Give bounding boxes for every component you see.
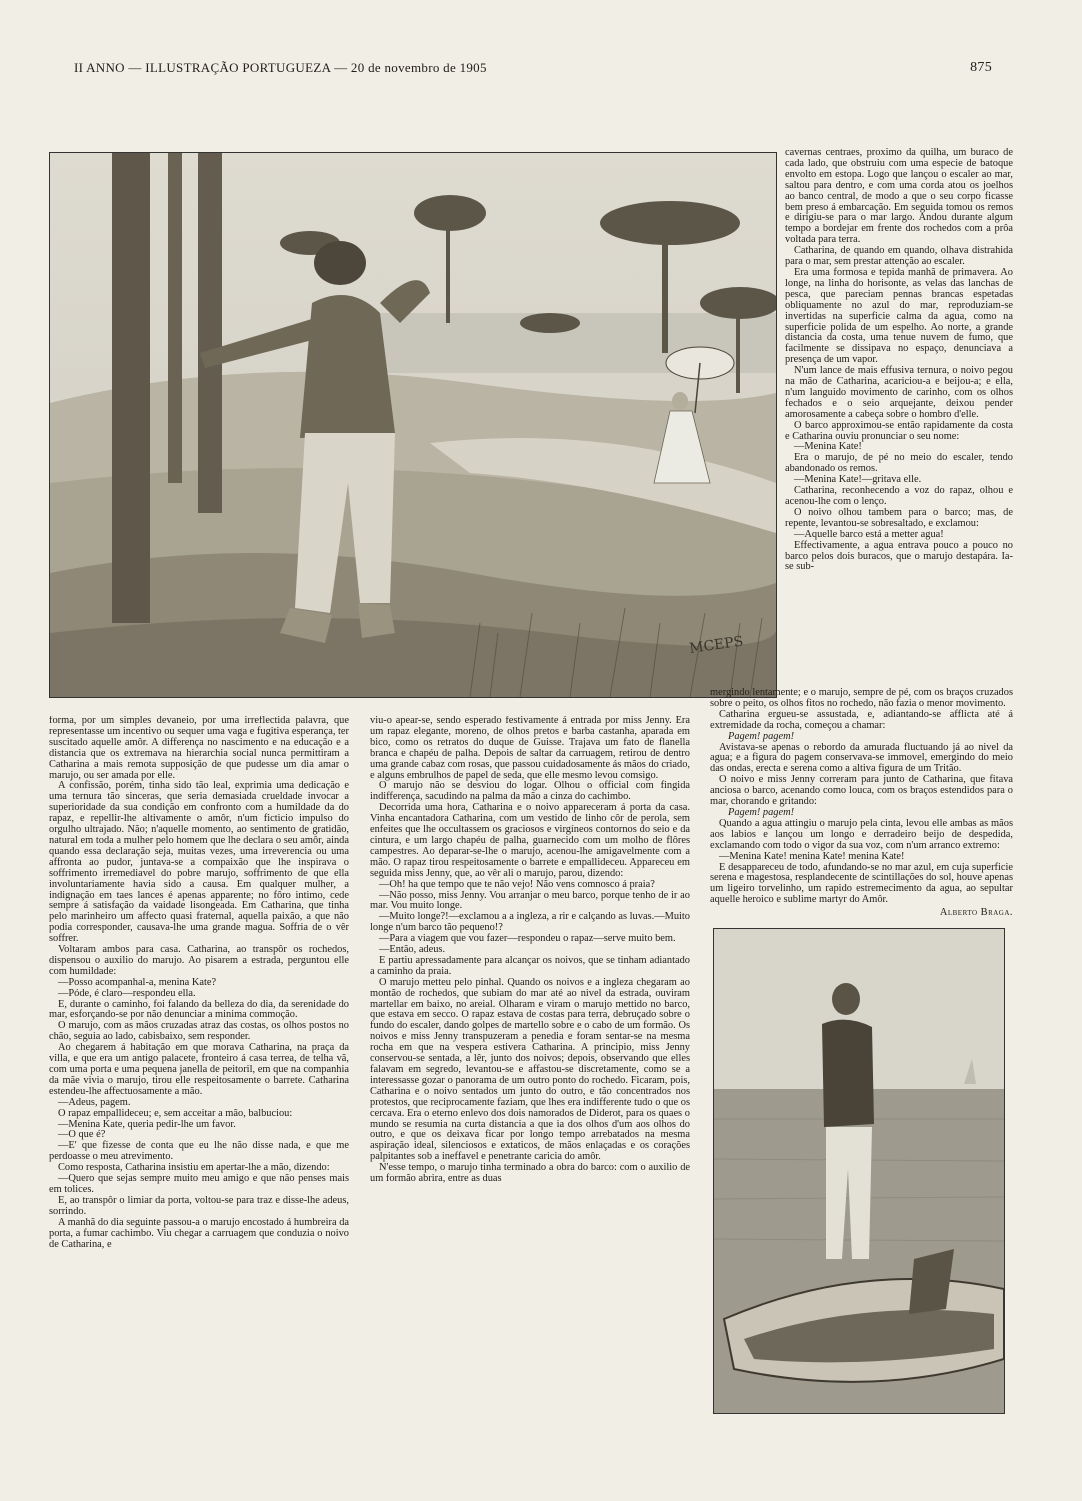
paragraph: O marujo não se desviou do logar. Olhou o official com fingida indifferença, sacudindo na palma da mão a cinza do cachimbo.	[370, 780, 690, 803]
paragraph: O barco approximou-se então rapidamente da costa e Catharina ouviu pronunciar o seu nome:	[785, 419, 1013, 442]
paragraph: Catharina, reconhecendo a voz do rapaz, olhou e acenou-lhe com o lenço.	[785, 485, 1013, 507]
paragraph: A confissão, porém, tinha sido tão leal, exprimia uma dedicação e uma ternura tão sinceras, que seria demasiada crueldade invocar a superioridade da sua condição em confronto com a humildade da do rapaz, e repellir-lhe altivamente o amôr, n'um ficticio impulso do orgulho ultrajado. Não; n'aquelle momento, ao sentimento de gratidão, natural em toda a mulher pelo homem que lhe declara o seu amôr, ainda quando essa declaração seja, muitas vezes, uma irreverencia ou uma affronta ao pudor, juntava-se a compaixão que lhe inspirava o soffrimento irremediavel do pobre marujo, soffrimento de que ella involuntariamente havia sido a causa. Em qualquer mulher, a indignação em taes lances é apenas apparente; no fôro intimo, cede sempre á satisfação da vaidade lisongeada. Em Catharina, que tinha pelo marinheiro um affecto quasi fraternal, aquella paixão, a que não podia corresponder, causava-lhe uma grande magua. Soffria de o vêr soffrer.	[49, 780, 349, 945]
paragraph: Como resposta, Catharina insistiu em apertar-lhe a mão, dizendo:	[58, 1162, 330, 1174]
sailor-and-lady-engraving	[50, 153, 776, 697]
dialogue-line: —Menina Kate!—gritava elle.	[794, 474, 922, 486]
paragraph: N'esse tempo, o marujo tinha terminado a obra do barco: com o auxilio de um formão abrira, entre as duas	[370, 1162, 690, 1185]
dialogue-line: —Adeus, pagem.	[58, 1096, 131, 1108]
dialogue-line: —Então, adeus.	[379, 944, 446, 956]
dialogue-line: —Muito longe?!—exclamou a a ingleza, a rir e calçando as luvas.—Muito longe n'um barco tão pequeno!?	[370, 911, 690, 934]
paragraph: O marujo, com as mãos cruzadas atraz das costas, os olhos postos no chão, seguia ao lado, cabisbaixo, sem responder.	[49, 1020, 349, 1043]
paragraph: forma, por um simples devaneio, por uma irreflectida palavra, que representasse um incentivo ou sequer uma vaga e fugitiva esperança, ter suscitado aquelle amôr. A differença no nascimento e na educação e a distancia que os extremava na hierarchia social nunca permittiram a Catharina a mais remota supposição de que pudesse um dia amar o marujo, ou ser amada por elle.	[49, 716, 349, 781]
paragraph: viu-o apear-se, sendo esperado festivamente á entrada por miss Jenny. Era um rapaz elegante, moreno, de olhos pretos e barba castanha, aparada em bico, como os retratos do duque de Guisse. Trajava um fato de flanella branca e chapéu de palha. Depois de saltar da carruagem, retirou de dentro uma grande cabaz com rosas, que passou cuidadosamente ás mãos do criado, e alguns embrulhos de papel de seda, que elle mesmo levou comsigo.	[370, 716, 690, 781]
paragraph: O noivo olhou tambem para o barco; mas, de repente, levantou-se sobresaltado, e exclamou:	[785, 506, 1013, 529]
article-column-right-top	[785, 148, 1013, 688]
page-header	[74, 60, 992, 82]
paragraph: Catharina, de quando em quando, olhava distrahida para o mar, sem prestar attenção ao escaler.	[785, 245, 1013, 268]
sailor-in-boat-engraving	[714, 929, 1004, 1413]
exclamation-line: Pagem! pagem!	[728, 730, 795, 742]
paragraph: E desappareceu de todo, afundando-se no mar azul, em cuja superficie serena e magestosa, resplandecente de scintillações do sol, houve apenas um ligeiro torvelinho, um rapido estremecimento da agua, ao sepultar aquelle heroico e sublime martyr do Amôr.	[710, 861, 1013, 906]
article-column-right-bottom	[710, 688, 1013, 926]
dialogue-line: —Póde, é claro—respondeu ella.	[58, 987, 196, 999]
dialogue-line: —Menina Kate! menina Kate! menina Kate!	[719, 850, 905, 862]
paragraph: Avistava-se apenas o rebordo da amurada fluctuando já ao nivel da agua; e a figura do pagem conservava-se immovel, emergindo do meio das ondas, erecta e serena como a altiva figura de um Tritão.	[710, 741, 1013, 775]
dialogue-line: —Quero que sejas sempre muito meu amigo e que não penses mais em tolices.	[49, 1173, 349, 1195]
dialogue-line: —Menina Kate!	[794, 441, 862, 453]
paragraph: Effectivamente, a agua entrava pouco a pouco no barco pelos dois buracos, que o marujo destapára. Ia-se sub-	[785, 539, 1013, 573]
dialogue-line: —Posso acompanhal-a, menina Kate?	[58, 976, 217, 988]
dialogue-line: —Para a viagem que vou fazer—respondeu o rapaz—serve muito bem.	[379, 933, 676, 945]
page-number: 875	[970, 60, 992, 75]
paragraph: Ao chegarem á habitação em que morava Catharina, na praça da villa, e que era um antigo palacete, fronteiro á casa terrea, de telha vã, com uma porta e uma pequena janella de peitoril, em que na companhia da mãe vivia o marujo, tirou elle respeitosamente o barrete. Catharina estendeu-lhe affectuosamente a mão.	[49, 1042, 349, 1097]
article-column-left	[49, 716, 349, 1400]
paragraph: E, durante o caminho, foi falando da belleza do dia, da serenidade do mar, esforçando-se por não denunciar a minima commoção.	[49, 998, 349, 1021]
dialogue-line: —Não posso, miss Jenny. Vou arranjar o meu barco, porque tenho de ir ao mar. Vou muito longe.	[370, 889, 690, 912]
paragraph: O rapaz empallideceu; e, sem acceitar a mão, balbuciou:	[58, 1107, 293, 1119]
dialogue-line: —Aquelle barco está a metter agua!	[794, 528, 944, 540]
paragraph: Quando a agua attingiu o marujo pela cinta, levou elle ambas as mãos aos labios e lançou um longo e derradeiro beijo de despedida, exclamando com todo o vigor da sua voz, com n'um arranco extremo:	[710, 817, 1013, 851]
author-signature: Alberto Braga.	[939, 907, 1013, 919]
paragraph: mergindo lentamente; e o marujo, sempre de pé, com os braços cruzados sobre o peito, os olhos fitos no rochedo, não fazia o menor movimento.	[710, 688, 1013, 709]
dialogue-line: —O que é?	[58, 1129, 106, 1141]
dialogue-line: —Oh! ha que tempo que te não vejo! Não vens comnosco á praia?	[379, 878, 655, 890]
paragraph: O noivo e miss Jenny correram para junto de Catharina, que fitava anciosa o barco, acenando como louca, com os braços estendidos para o mar, chorando e gritando:	[710, 774, 1013, 808]
artist-signature: MCEPS	[688, 633, 745, 657]
paragraph: O marujo metteu pelo pinhal. Quando os noivos e a ingleza chegaram ao montão de rochedos, que subiam do mar até ao nivel da estrada, ouviram martellar em baixo, no areial. Olharam e viram o marujo mettido no barco, que estava em secco. O rapaz estava de costas para terra, debruçado sobre o fundo do escaler, dando golpes de martello sobre e o cabo de um formão. Os noivos e miss Jenny transpuzeram a penedia e foram sentar-se na mesma rocha em que na vespera estivera Catharina. A principio, miss Jenny conservou-se sentada, a lêr, junto dos noivos; depois, observando que elles falavam em segredo, levantou-se e affastou-se discretamente, como se a interessasse gozar o panorama de um outro ponto do rochedo. Ficaram, pois, Catharina e o noivo sentados um junto do outro, e tão concentrados nos protestos, que reciprocamente faziam, que lhes era indifferente tudo o que os cercava. Era o eterno enlevo dos dois namorados de Diderot, para os quaes o mundo se resumia na curta distancia a que ia dos olhos d'um aos olhos do outro, e que os deixava ficar por longo tempo arrebatados na mesma aspiração ideal, silenciosos e extaticos, de mãos enlaçadas e os corações palpitantes sob a ineffavel e penetrante caricia do amôr.	[370, 976, 690, 1163]
paragraph: Catharina ergueu-se assustada, e, adiantando-se afflicta até á extremidade da rocha, começou a chamar:	[710, 708, 1013, 731]
paragraph: Voltaram ambos para casa. Catharina, ao transpôr os rochedos, dispensou o auxilio do marujo. Ao pisarem a estrada, perguntou elle com humildade:	[49, 944, 349, 977]
paragraph: A manhã do dia seguinte passou-a o marujo encostado á humbreira da porta, a fumar cachimbo. Viu chegar a carruagem que conduzia o noivo de Catharina, e	[49, 1216, 349, 1250]
exclamation-line: Pagem! pagem!	[728, 806, 795, 818]
sailor-in-boat-illustration	[713, 928, 1005, 1414]
paragraph: E partiu apressadamente para alcançar os noivos, que se tinham adiantado a caminho da praia.	[370, 954, 690, 977]
running-title: II ANNO — ILLUSTRAÇÃO PORTUGUEZA — 20 de novembro de 1905	[74, 60, 487, 75]
paragraph: E, ao transpôr o limiar da porta, voltou-se para traz e disse-lhe adeus, sorrindo.	[49, 1194, 349, 1217]
paragraph: Era o marujo, de pé no meio do escaler, tendo abandonado os remos.	[785, 452, 1013, 475]
paragraph: N'um lance de mais effusiva ternura, o noivo pegou na mão de Catharina, acariciou-a e beijou-a; e ella, n'um languido movimento de carinho, com os olhos fechados e o seio arquejante, deixou pender amorosamente a cabeça sobre o hombro d'elle.	[785, 365, 1013, 420]
article-column-middle	[370, 716, 690, 1400]
dialogue-line: —Menina Kate, queria pedir-lhe um favor.	[58, 1118, 236, 1130]
paragraph: Decorrida uma hora, Catharina e o noivo appareceram á porta da casa. Vinha encantadora Catharina, com um vestido de linho côr de perola, sem enfeites que lhe occultassem os graciosos e virgíneos contornos do seio e da cintura, e um largo chapéu de palha, guarnecido com um molho de flôres campestres. Ao deparar-se-lhe o marujo, acenou-lhe amigavelmente com a mão. O rapaz tirou respeitosamente o barrete e empallideceu. Appareceu em seguida miss Jenny, que, ao vêr ali o marujo, parou, dizendo:	[370, 802, 690, 879]
main-illustration	[49, 152, 777, 698]
dialogue-line: —E' que fizesse de conta que eu lhe não disse nada, e que me perdoasse o meu atrevimento.	[49, 1140, 349, 1163]
paragraph: cavernas centraes, proximo da quilha, um buraco de cada lado, que obstruiu com uma especie de batoque envolto em estopa. Logo que lançou o escaler ao mar, saltou para dentro, e com uma corda atou os joelhos ao banco central, de modo a que o seu corpo ficasse bem preso á embarcação. Em seguida tomou os remos e dirigiu-se para o mar largo. Andou durante algum tempo a bordejar em frente dos rochedos com a prôa voltada para terra.	[785, 148, 1013, 246]
paragraph: Era uma formosa e tepida manhã de primavera. Ao longe, na linha do horisonte, as velas das lanchas de pesca, que pareciam pennas brancas espetadas obliquamente no azul do mar, reproduziam-se invertidas na superficie calma da agua, como na superficie polida de um espelho. Ao norte, a grande distancia da costa, uma tenue nuvem de fumo, que facilmente se dissipava no espaço, denunciava a presença de um vapor.	[785, 266, 1013, 366]
